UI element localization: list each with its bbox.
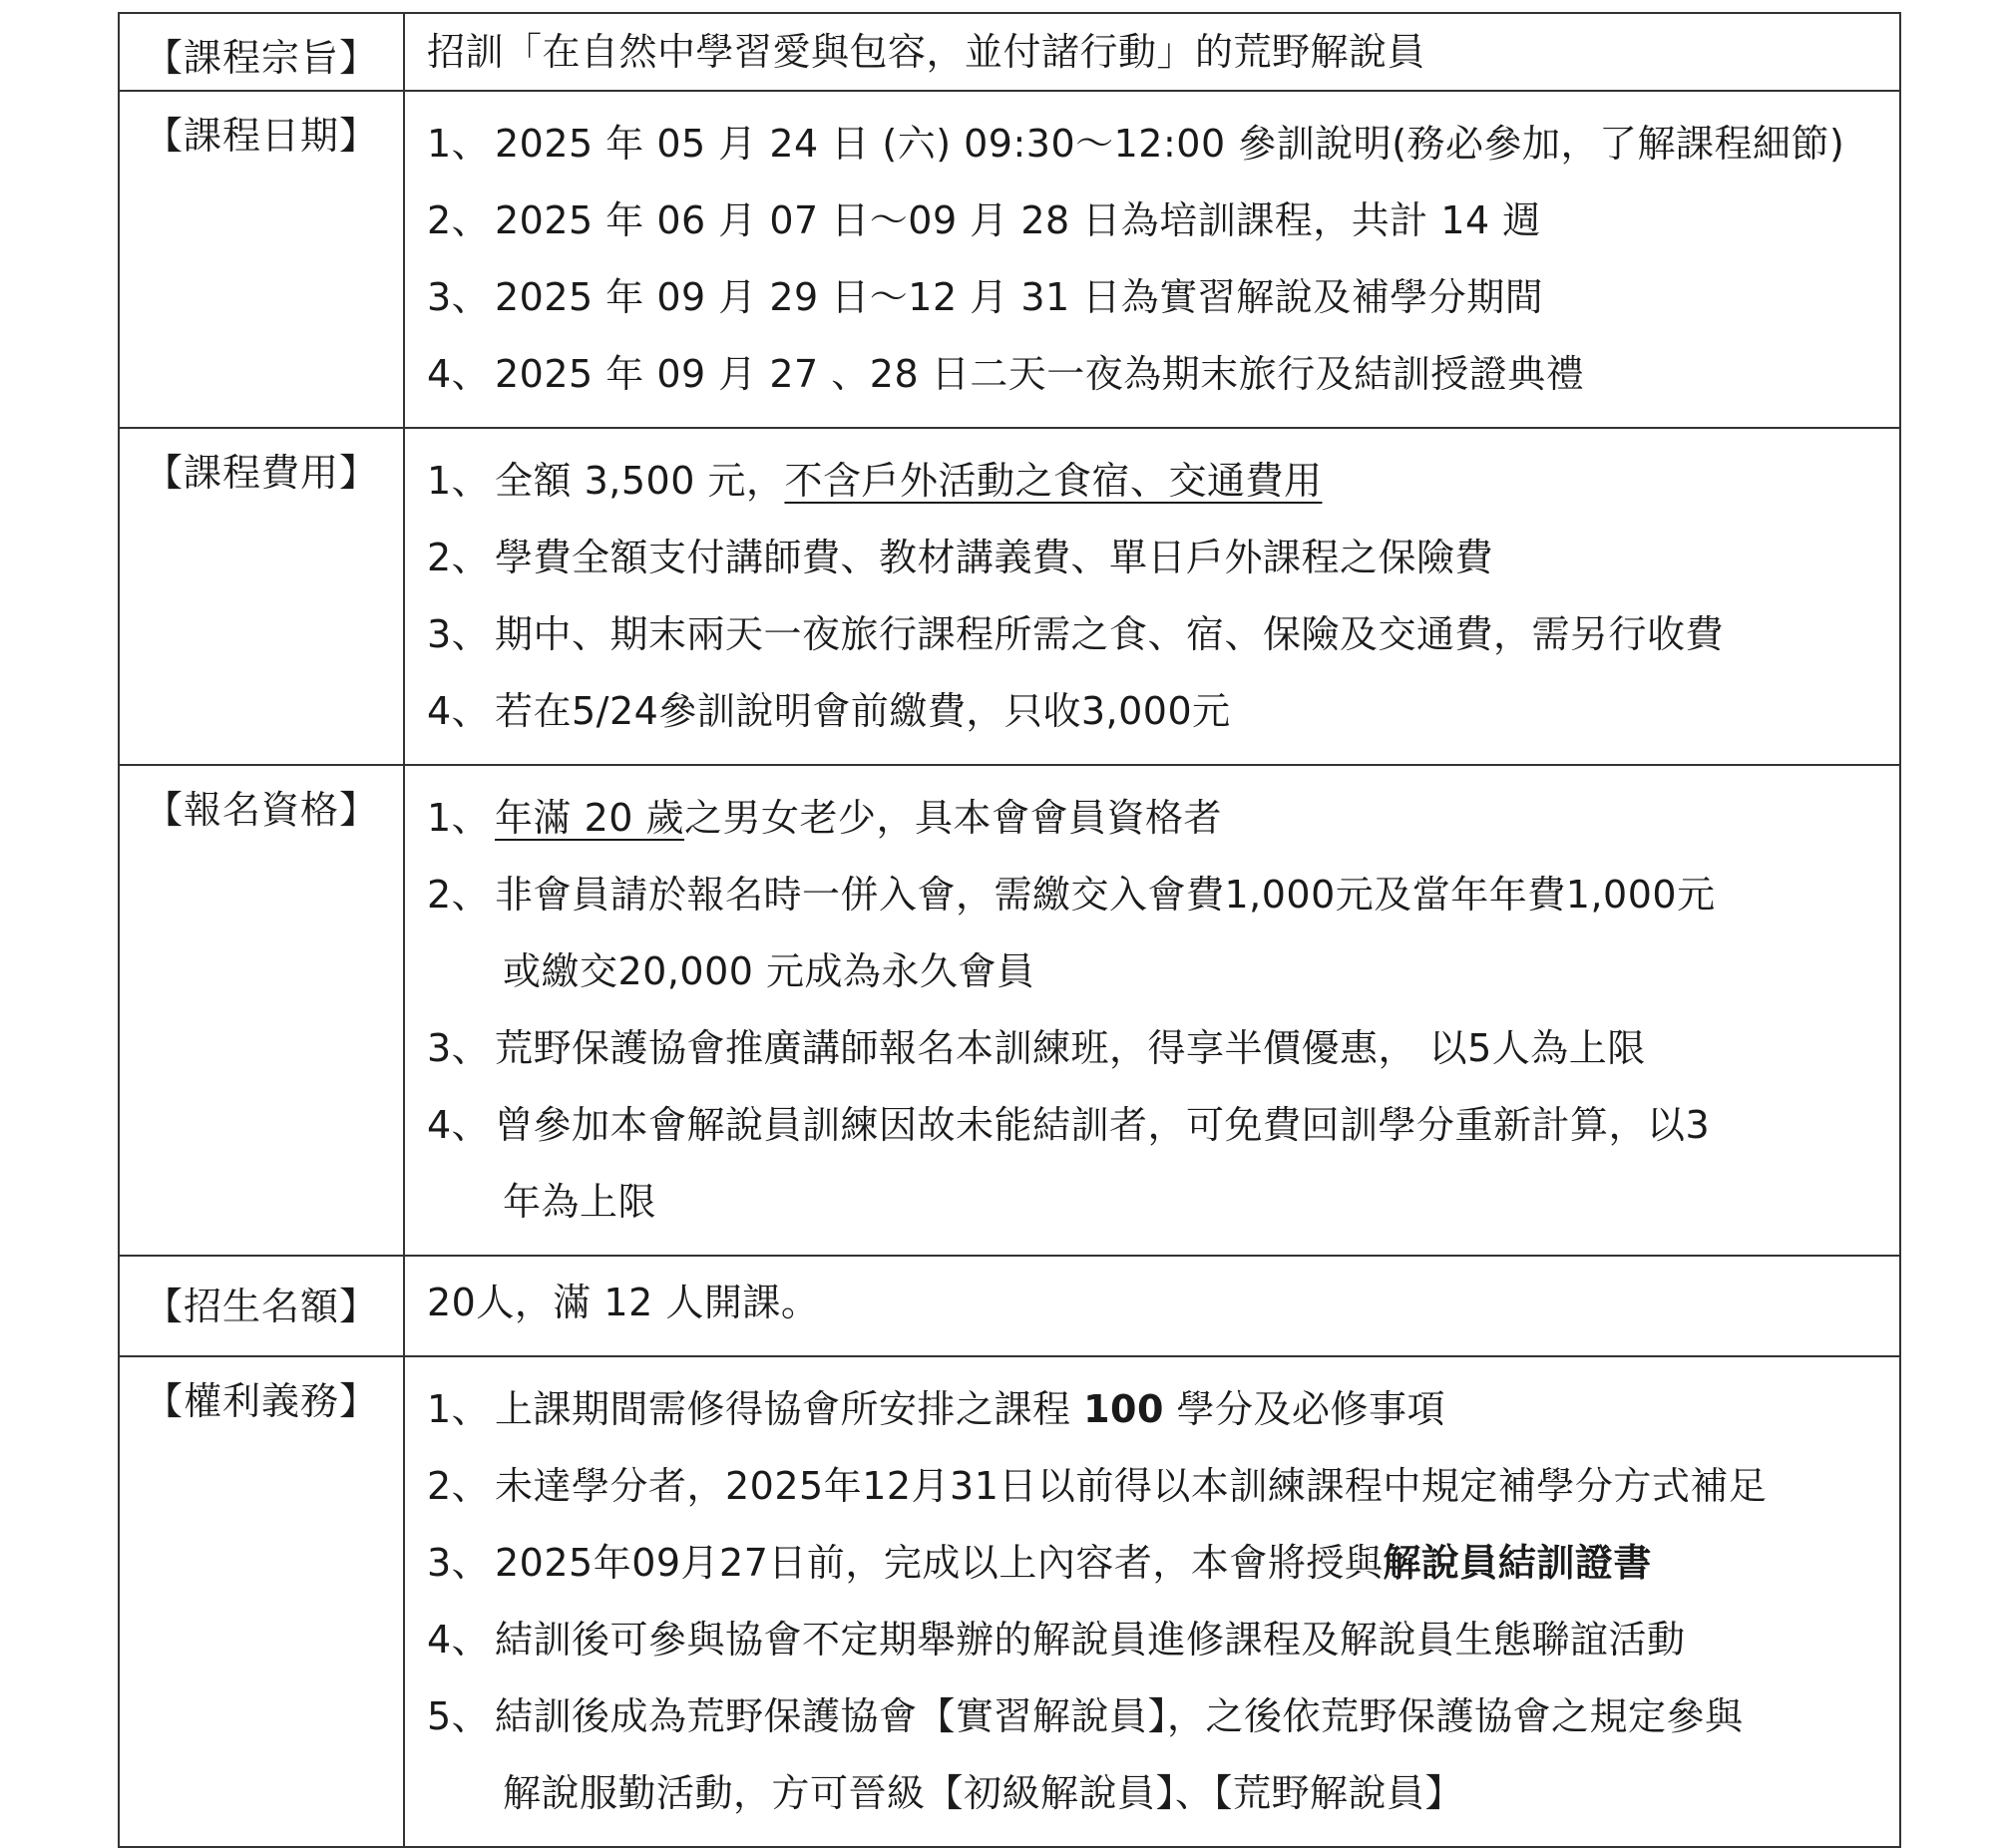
quota-label: 【招生名額】	[119, 1256, 404, 1356]
list-item: 3、 期中、期末兩天一夜旅行課程所需之食、宿、保險及交通費，需另行收費	[427, 612, 1725, 656]
quota-text: 20人，滿 12 人開課。	[427, 1281, 820, 1324]
purpose-text: 招訓「在自然中學習愛與包容，並付諸行動」的荒野解說員	[427, 30, 1426, 74]
list-item: 2、 2025 年 06 月 07 日～09 月 28 日為培訓課程，共計 14 週	[427, 198, 1541, 242]
list-item: 1、 全額 3,500 元，不含戶外活動之食宿、交通費用	[427, 459, 1323, 503]
list-item-continuation: 或繳交20,000 元成為永久會員	[503, 949, 1035, 993]
table-row-quota	[119, 1256, 1900, 1356]
list-item: 2、 學費全額支付講師費、教材講義費、單日戶外課程之保險費	[427, 536, 1494, 579]
list-item: 4、 2025 年 09 月 27 、28 日二天一夜為期末旅行及結訓授證典禮	[427, 352, 1585, 396]
course-info-table	[118, 12, 1901, 1848]
table-row-dates	[119, 91, 1900, 428]
dates-label: 【課程日期】	[119, 91, 404, 428]
list-item: 5、 結訓後成為荒野保護協會【實習解說員】，之後依荒野保護協會之規定參與	[427, 1694, 1744, 1738]
list-item-continuation: 解說服勤活動，方可晉級【初級解說員】、【荒野解說員】	[503, 1771, 1464, 1815]
eligibility-label: 【報名資格】	[119, 765, 404, 1256]
list-item: 3、 2025年09月27日前，完成以上內容者，本會將授與解說員結訓證書	[427, 1541, 1652, 1585]
fees-label: 【課程費用】	[119, 428, 404, 765]
table-row-eligibility	[119, 765, 1900, 1256]
table-row-fees	[119, 428, 1900, 765]
certificate-name: 解說員結訓證書	[1383, 1541, 1652, 1585]
list-item: 3、 2025 年 09 月 29 日～12 月 31 日為實習解說及補學分期間	[427, 275, 1544, 319]
list-item: 3、 荒野保護協會推廣講師報名本訓練班，得享半價優惠， 以5人為上限	[427, 1026, 1646, 1070]
list-item: 4、 結訓後可參與協會不定期舉辦的解說員進修課程及解說員生態聯誼活動	[427, 1618, 1686, 1662]
list-item: 2、 非會員請於報名時一併入會，需繳交入會費1,000元及當年年費1,000元	[427, 873, 1716, 917]
rights-label: 【權利義務】	[119, 1356, 404, 1847]
table-row-purpose	[119, 13, 1900, 91]
list-item: 2、 未達學分者，2025年12月31日以前得以本訓練課程中規定補學分方式補足	[427, 1464, 1768, 1508]
purpose-label: 【課程宗旨】	[119, 13, 404, 91]
list-item: 4、 曾參加本會解說員訓練因故未能結訓者，可免費回訓學分重新計算，以3	[427, 1103, 1711, 1147]
fees-exclusion-note: 不含戶外活動之食宿、交通費用	[784, 459, 1323, 503]
list-item: 1、 上課期間需修得協會所安排之課程 100 學分及必修事項	[427, 1387, 1446, 1431]
age-requirement: 年滿 20 歲	[495, 796, 685, 840]
list-item: 1、 年滿 20 歲之男女老少，具本會會員資格者	[427, 796, 1223, 840]
list-item: 4、 若在5/24參訓說明會前繳費，只收3,000元	[427, 689, 1231, 733]
list-item: 1、 2025 年 05 月 24 日 (六) 09:30～12:00 參訓說明(務必參加，了解課程細節)	[427, 122, 1845, 166]
list-item-continuation: 年為上限	[503, 1180, 657, 1224]
table-row-rights	[119, 1356, 1900, 1847]
